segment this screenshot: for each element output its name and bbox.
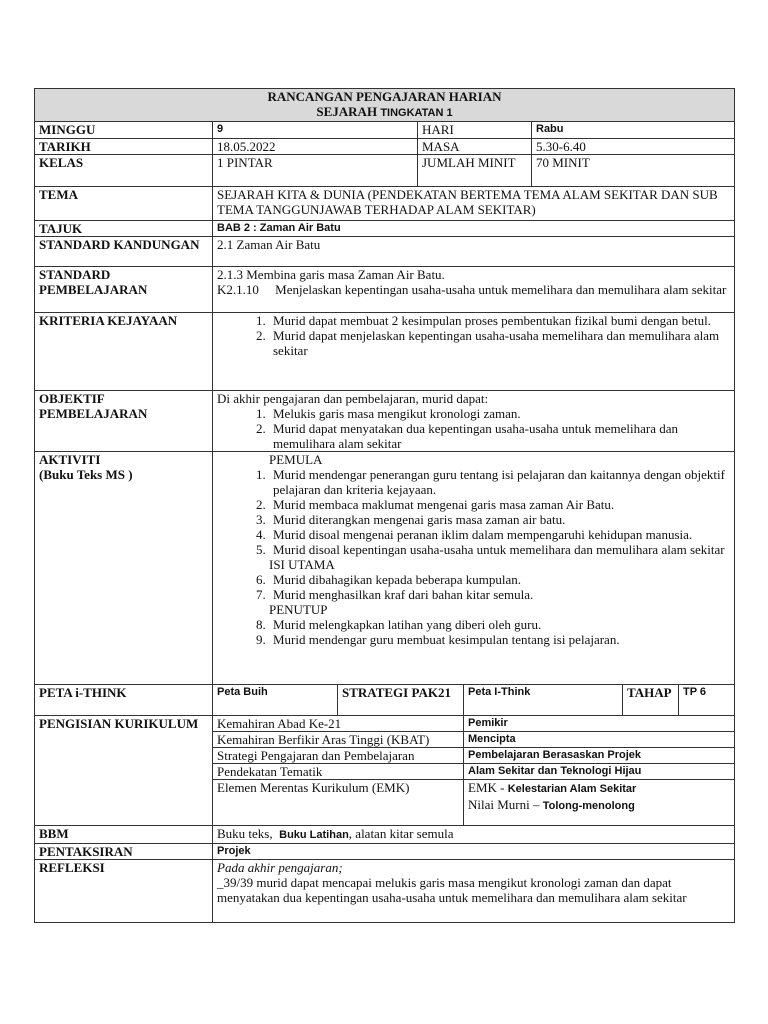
pengisian-row-label: Kemahiran Berfikir Aras Tinggi (KBAT)	[213, 732, 464, 748]
hari-value: Rabu	[532, 122, 735, 139]
isi-utama-heading: ISI UTAMA	[269, 557, 335, 572]
standard-pembelajaran-line-2: K2.1.10 Menjelaskan kepentingan usaha-usaha untuk memelihara dan memulihara alam sekitar	[217, 282, 727, 297]
tema-label: TEMA	[35, 187, 213, 221]
objektif-item: 1. Melukis garis masa mengikut kronologi zaman.	[269, 406, 730, 421]
jumlah-minit-label: JUMLAH MINIT	[418, 155, 532, 187]
minggu-label: MINGGU	[35, 122, 213, 139]
standard-pembelajaran-line-1: 2.1.3 Membina garis masa Zaman Air Batu.	[217, 267, 445, 282]
aktiviti-sublabel: (Buku Teks MS )	[39, 467, 133, 482]
kriteria-label: KRITERIA KEJAYAAN	[35, 313, 213, 391]
bbm-part-2: Buku Latihan	[279, 829, 349, 841]
aktiviti-item: 6. Murid dibahagikan kepada beberapa kumpulan.	[269, 572, 730, 587]
bbm-label: BBM	[35, 826, 213, 844]
aktiviti-item: 3. Murid diterangkan mengenai garis masa zaman air batu.	[269, 512, 730, 527]
refleksi-label: REFLEKSI	[35, 860, 213, 923]
masa-label: MASA	[418, 139, 532, 155]
aktiviti-item: 5. Murid disoal kepentingan usaha-usaha untuk memelihara dan memulihara alam sekitar	[269, 542, 730, 557]
aktiviti-item: 8. Murid melengkapkan latihan yang diberi oleh guru.	[269, 617, 730, 632]
aktiviti-item: 7. Murid menghasilkan kraf dari bahan kitar semula.	[269, 587, 730, 602]
strategi-value: Peta I-Think	[464, 685, 623, 716]
refleksi-body: _39/39 murid dapat mencapai melukis garis masa mengikut kronologi zaman dan dapat menyatakan dua kepentingan usaha-usaha untuk memelihara dan memulihara alam sekitar	[217, 875, 687, 905]
bbm-part-1: Buku teks,	[217, 826, 280, 841]
lesson-plan-sheet	[34, 88, 734, 923]
refleksi-intro: Pada akhir pengajaran;	[217, 860, 343, 875]
pemula-heading: PEMULA	[269, 452, 323, 467]
bbm-part-3: , alatan kitar semula	[348, 826, 454, 841]
pengisian-row-value: Mencipta	[464, 732, 735, 748]
aktiviti-label: AKTIVITI	[39, 452, 101, 467]
aktiviti-item: 1. Murid mendengar penerangan guru tentang isi pelajaran dan kaitannya dengan objektif pelajaran dan kriteria kejayaan.	[269, 467, 730, 497]
level-label: TINGKATAN 1	[380, 107, 453, 119]
aktiviti-item: 4. Murid disoal mengenai peranan iklim dalam mempengaruhi kehidupan manusia.	[269, 527, 730, 542]
kelas-label: KELAS	[35, 155, 213, 187]
header-cell	[35, 89, 735, 122]
objektif-item: 2. Murid dapat menyatakan dua kepentingan usaha-usaha untuk memelihara dan memulihara alam sekitar	[269, 421, 730, 451]
kriteria-item: 2. Murid dapat menjelaskan kepentingan usaha-usaha memelihara dan memulihara alam sekitar	[269, 328, 730, 358]
tajuk-value: BAB 2 : Zaman Air Batu	[213, 221, 735, 237]
tahap-label: TAHAP	[623, 685, 679, 716]
emk-prefix: EMK -	[468, 780, 508, 795]
tarikh-label: TARIKH	[35, 139, 213, 155]
standard-kandungan-label: STANDARD KANDUNGAN	[35, 237, 213, 267]
hari-label: HARI	[418, 122, 532, 139]
pentaksiran-value: Projek	[213, 844, 735, 860]
document-title: RANCANGAN PENGAJARAN HARIAN	[267, 89, 502, 104]
pentaksiran-label: PENTAKSIRAN	[35, 844, 213, 860]
aktiviti-item: 9. Murid mendengar guru membuat kesimpulan tentang isi pelajaran.	[269, 632, 730, 647]
standard-kandungan-value: 2.1 Zaman Air Batu	[213, 237, 735, 267]
tahap-value: TP 6	[679, 685, 735, 716]
masa-value: 5.30-6.40	[532, 139, 735, 155]
lesson-plan-table	[34, 88, 735, 923]
standard-pembelajaran-label: STANDARD PEMBELAJARAN	[35, 267, 213, 313]
pengisian-row-label: Kemahiran Abad Ke-21	[213, 716, 464, 732]
aktiviti-label-cell	[35, 452, 213, 685]
refleksi-value	[213, 860, 735, 923]
penutup-heading: PENUTUP	[269, 602, 328, 617]
pengisian-kurikulum-label: PENGISIAN KURIKULUM	[35, 716, 213, 826]
tajuk-label: TAJUK	[35, 221, 213, 237]
bbm-value	[213, 826, 735, 844]
emk-value-cell	[464, 780, 735, 826]
subject-label: SEJARAH	[316, 104, 378, 119]
pengisian-row-label: Pendekatan Tematik	[213, 764, 464, 780]
objektif-label: OBJEKTIF PEMBELAJARAN	[35, 391, 213, 452]
nilai-prefix: Nilai Murni –	[468, 797, 543, 812]
tema-value: SEJARAH KITA & DUNIA (PENDEKATAN BERTEMA TEMA ALAM SEKITAR DAN SUB TEMA TANGGUNJAWAB TERHADAP ALAM SEKITAR)	[213, 187, 735, 221]
kriteria-value	[213, 313, 735, 391]
pengisian-row-value: Pembelajaran Berasaskan Projek	[464, 748, 735, 764]
kriteria-item: 1. Murid dapat membuat 2 kesimpulan proses pembentukan fizikal bumi dengan betul.	[269, 313, 730, 328]
nilai-value: Tolong-menolong	[542, 800, 635, 812]
kelas-value: 1 PINTAR	[213, 155, 418, 187]
aktiviti-value	[213, 452, 735, 685]
jumlah-minit-value: 70 MINIT	[532, 155, 735, 187]
peta-ithink-value: Peta Buih	[213, 685, 338, 716]
objektif-intro: Di akhir pengajaran dan pembelajaran, murid dapat:	[217, 391, 489, 406]
tarikh-value: 18.05.2022	[213, 139, 418, 155]
minggu-value: 9	[213, 122, 418, 139]
strategi-label: STRATEGI PAK21	[338, 685, 464, 716]
pengisian-row-value: Alam Sekitar dan Teknologi Hijau	[464, 764, 735, 780]
emk-value: Kelestarian Alam Sekitar	[507, 783, 637, 795]
aktiviti-item: 2. Murid membaca maklumat mengenai garis masa zaman Air Batu.	[269, 497, 730, 512]
standard-pembelajaran-value	[213, 267, 735, 313]
emk-label: Elemen Merentas Kurikulum (EMK)	[213, 780, 464, 826]
objektif-value	[213, 391, 735, 452]
pengisian-row-label: Strategi Pengajaran dan Pembelajaran	[213, 748, 464, 764]
peta-ithink-label: PETA i-THINK	[35, 685, 213, 716]
pengisian-row-value: Pemikir	[464, 716, 735, 732]
